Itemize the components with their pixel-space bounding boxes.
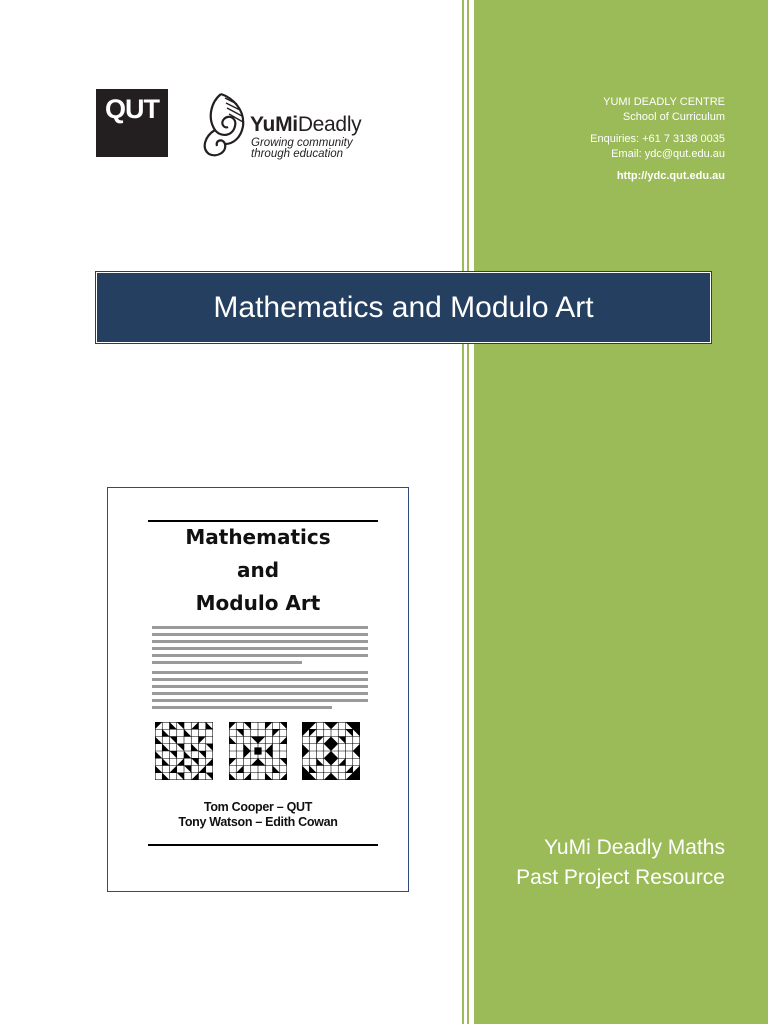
footer-line-1: YuMi Deadly Maths [544, 836, 725, 859]
contact-email: Email: ydc@qut.edu.au [611, 148, 725, 160]
website-link[interactable]: http://ydc.qut.edu.au [616, 170, 725, 182]
school-name: School of Curriculum [622, 111, 725, 123]
cover-thumbnail [107, 487, 409, 892]
yumi-deadly-wordmark: YuMiDeadly [250, 113, 362, 136]
qut-logo [96, 89, 168, 157]
centre-name: YUMI DEADLY CENTRE [603, 96, 725, 108]
modulo-pattern-icon [155, 722, 213, 780]
footer-caption [516, 833, 725, 893]
cover-title: Mathematics and Modulo Art [185, 525, 331, 615]
divider-line [462, 0, 464, 1024]
title-banner [96, 272, 711, 343]
enquiries-phone: Enquiries: +61 7 3138 0035 [590, 133, 725, 145]
qut-logo-text: QUT [105, 94, 159, 124]
divider-line [467, 0, 469, 1024]
page-title: Mathematics and Modulo Art [213, 290, 594, 324]
modulo-pattern-icon [229, 722, 287, 780]
yumi-tagline: Growing community through education [251, 137, 353, 160]
cover-authors: Tom Cooper – QUT Tony Watson – Edith Cowan [178, 800, 338, 829]
cover-bottom-rule [148, 844, 378, 846]
contact-block [475, 95, 725, 184]
modulo-pattern-icon [302, 722, 360, 780]
footer-line-2: Past Project Resource [516, 866, 725, 889]
